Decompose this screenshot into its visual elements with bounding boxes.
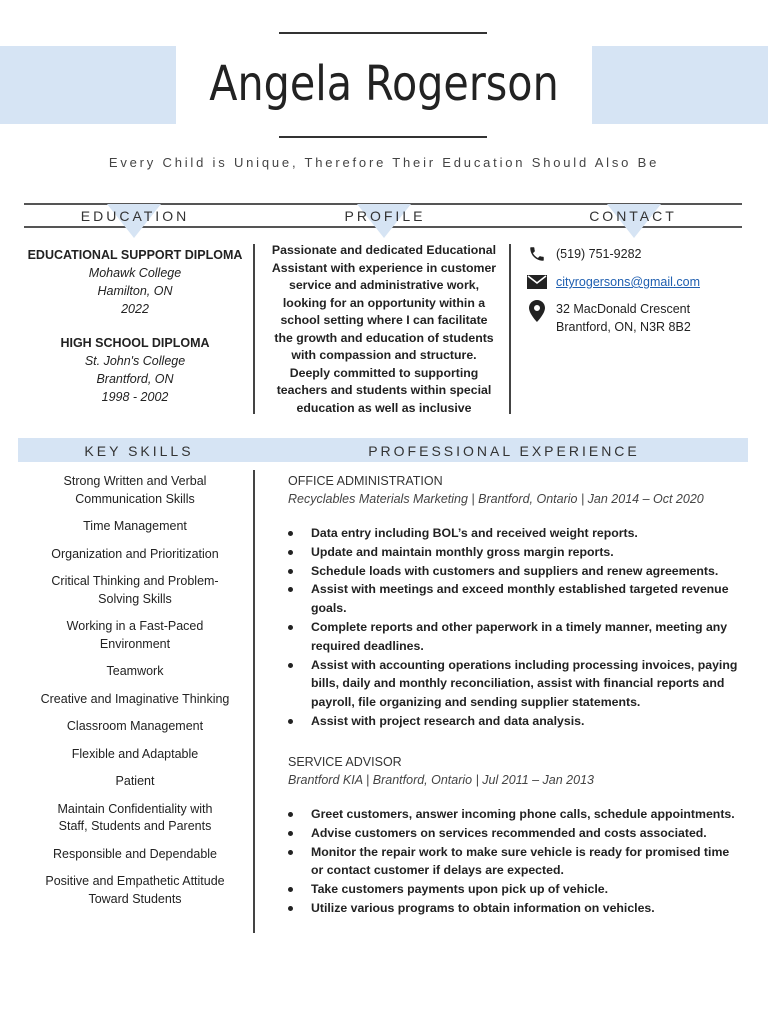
job-employer-dates: Brantford KIA | Brantford, Ontario | Jul 2011 – Jan 2013 — [288, 773, 594, 787]
duty-item: Greet customers, answer incoming phone calls, schedule appointments. — [288, 805, 740, 824]
skill-item: Time Management — [83, 519, 187, 533]
education-entry — [24, 334, 246, 406]
job-title: SERVICE ADVISOR — [288, 755, 402, 769]
name-rule-top — [279, 32, 487, 34]
skill-item: Working in a Fast-Paced Environment — [66, 619, 204, 651]
contact-email-row — [526, 273, 700, 291]
skill-item: Creative and Imaginative Thinking — [40, 691, 230, 706]
profile-line: the growth and education of students — [274, 330, 494, 345]
duty-item: Assist with accounting operations including processing invoices, paying bills, daily and monthly reconciliation, assist with financial reports and payroll, file organizing and sending supplier statements. — [288, 656, 740, 712]
years: 2022 — [121, 302, 149, 316]
profile-line: looking for an opportunity within a — [282, 295, 486, 310]
profile-line: service and administrative work, — [288, 278, 479, 292]
profile-line: teachers and students within special — [276, 383, 492, 397]
school-location: Hamilton, ON — [97, 284, 173, 298]
experience-entry — [288, 753, 740, 918]
skill-item: Positive and Empathetic Attitude Toward Students — [45, 874, 225, 906]
key-skills-heading: KEY SKILLS — [84, 443, 194, 459]
duty-item: Complete reports and other paperwork in a timely manner, meeting any required deadlines. — [288, 618, 740, 656]
duty-item: Monitor the repair work to make sure vehicle is ready for promised time or contact customer if delays are expected. — [288, 843, 740, 881]
location-pin-icon — [526, 300, 548, 322]
profile-line: Deeply committed to supporting — [289, 365, 479, 380]
profile-line: Assistant with experience in customer — [271, 260, 497, 275]
duty-item: Utilize various programs to obtain information on vehicles. — [288, 899, 740, 918]
experience-entry — [288, 472, 740, 731]
skill-item: Patient — [115, 774, 155, 788]
years: 1998 - 2002 — [101, 390, 169, 404]
degree: EDUCATIONAL SUPPORT DIPLOMA — [27, 248, 243, 262]
profile-line: Passionate and dedicated Educational — [271, 243, 497, 257]
address — [556, 300, 691, 336]
experience-heading: PROFESSIONAL EXPERIENCE — [368, 443, 640, 459]
column-divider — [253, 244, 255, 414]
job-title: OFFICE ADMINISTRATION — [288, 474, 443, 488]
education-heading: EDUCATION — [80, 208, 190, 224]
address-line-1: 32 MacDonald Crescent — [556, 302, 691, 316]
header-accent-left — [0, 46, 176, 124]
profile-line: school setting where I can facilitate — [280, 313, 488, 327]
skill-item: Organization and Prioritization — [51, 546, 219, 561]
profile-line: education as well as inclusive — [296, 400, 472, 415]
duty-item: Take customers payments upon pick up of vehicle. — [288, 880, 740, 899]
job-duties — [288, 524, 740, 731]
skill-item: Flexible and Adaptable — [71, 746, 199, 761]
phone-icon — [526, 245, 548, 263]
duty-item: Assist with meetings and exceed monthly established targeted revenue goals. — [288, 580, 740, 618]
skill-item: Maintain Confidentiality with Staff, Students and Parents — [57, 801, 213, 833]
job-employer-dates: Recyclables Materials Marketing | Brantford, Ontario | Jan 2014 – Oct 2020 — [288, 492, 704, 506]
school: Mohawk College — [88, 266, 182, 280]
skill-item: Strong Written and Verbal Communication Skills — [63, 474, 207, 506]
header-accent-right — [592, 46, 768, 124]
mail-icon — [526, 273, 548, 291]
degree: HIGH SCHOOL DIPLOMA — [60, 336, 210, 350]
candidate-name: Angela Rogerson — [209, 56, 559, 112]
job-duties — [288, 805, 740, 918]
column-divider — [509, 244, 511, 414]
duty-item: Schedule loads with customers and suppliers and renew agreements. — [288, 562, 740, 581]
email-link[interactable]: cityrogersons@gmail.com — [556, 275, 700, 289]
contact-heading: CONTACT — [589, 208, 677, 224]
skills-list — [24, 473, 246, 918]
tagline: Every Child is Unique, Therefore Their Education Should Also Be — [108, 155, 660, 170]
contact-address-row — [526, 300, 691, 336]
skill-item: Teamwork — [106, 664, 164, 678]
duty-item: Advise customers on services recommended and costs associated. — [288, 824, 740, 843]
name-rule-bottom — [279, 136, 487, 138]
profile-heading: PROFILE — [344, 208, 426, 224]
profile-line: with compassion and structure. — [291, 348, 477, 362]
education-list — [24, 246, 246, 406]
phone-number: (519) 751-9282 — [556, 247, 642, 261]
skill-item: Responsible and Dependable — [52, 846, 217, 861]
education-entry — [24, 246, 246, 318]
contact-phone-row — [526, 245, 641, 263]
duty-item: Update and maintain monthly gross margin reports. — [288, 543, 740, 562]
skill-item: Critical Thinking and Problem- Solving Skills — [51, 574, 219, 606]
duty-item: Data entry including BOL’s and received weight reports. — [288, 524, 740, 543]
address-line-2: Brantford, ON, N3R 8B2 — [556, 320, 691, 334]
school: St. John's College — [84, 354, 186, 368]
column-divider — [253, 470, 255, 933]
skill-item: Classroom Management — [66, 719, 204, 733]
school-location: Brantford, ON — [96, 372, 174, 386]
profile-text — [264, 242, 504, 417]
duty-item: Assist with project research and data analysis. — [288, 712, 740, 731]
